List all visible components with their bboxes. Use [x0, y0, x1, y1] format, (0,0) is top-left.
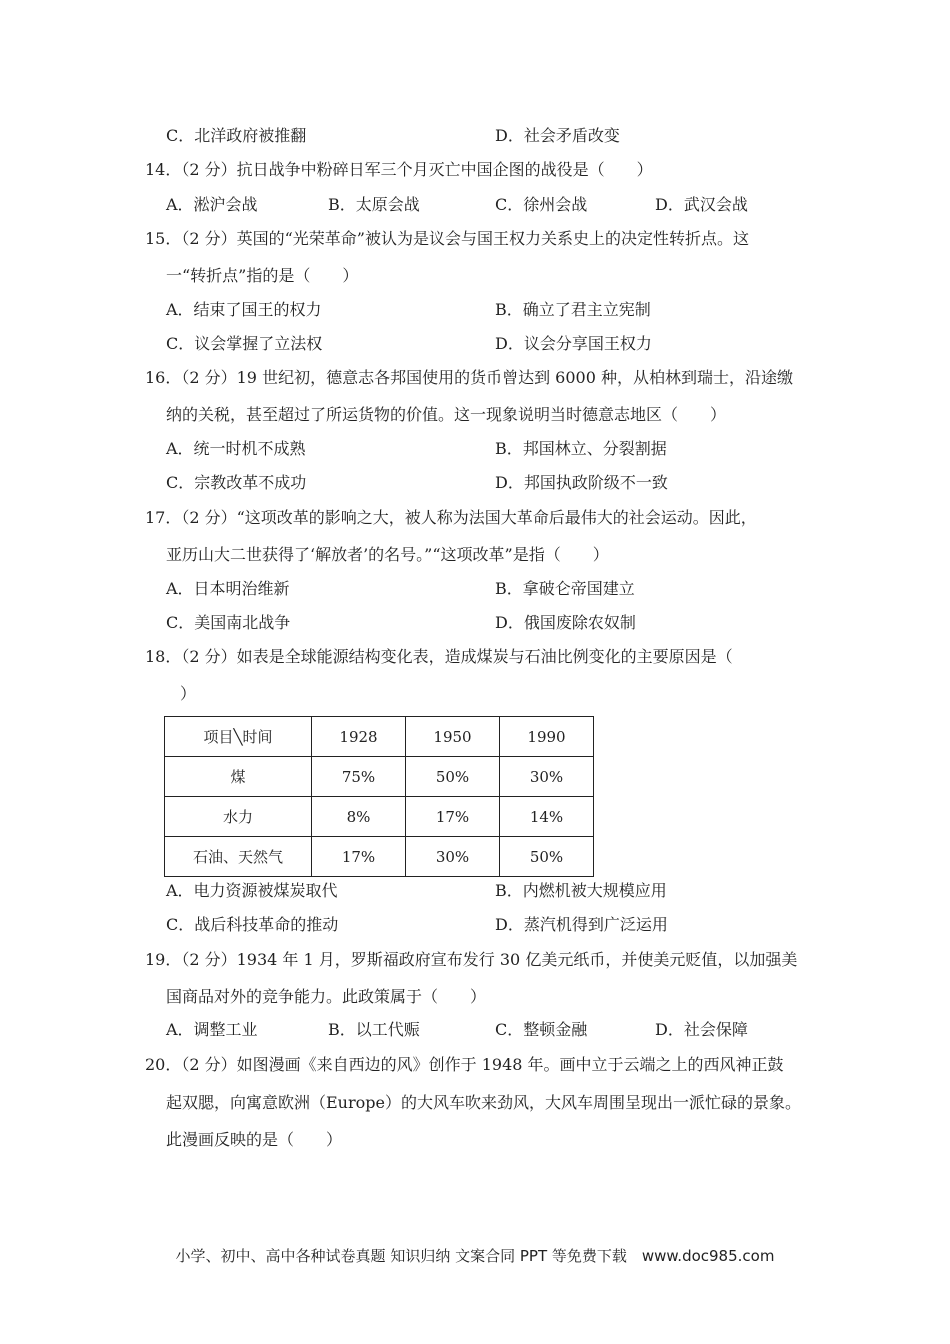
- q17-option-a: A．日本明治维新: [166, 579, 290, 598]
- q15-option-c: C．议会掌握了立法权: [166, 334, 323, 353]
- table-cell: 水力: [165, 797, 312, 837]
- table-cell: 30%: [500, 757, 594, 797]
- q18-option-c: C．战后科技革命的推动: [166, 915, 339, 934]
- q16-option-b: B．邦国林立、分裂割据: [495, 439, 667, 458]
- q18-stem-line2: ）: [180, 684, 197, 703]
- q14-option-b: B．太原会战: [328, 195, 420, 214]
- q16-stem-line2: 纳的关税，甚至超过了所运货物的价值。这一现象说明当时德意志地区（ ）: [166, 405, 727, 424]
- q18-option-a: A．电力资源被煤炭取代: [166, 881, 338, 900]
- q16-option-c: C．宗教改革不成功: [166, 473, 307, 492]
- q18-stem-line1: 18．（2 分）如表是全球能源结构变化表，造成煤炭与石油比例变化的主要原因是（: [145, 647, 733, 666]
- q15-stem-line2: 一“转折点”指的是（ ）: [166, 266, 359, 285]
- table-cell: 17%: [312, 837, 406, 877]
- q16-option-d: D．邦国执政阶级不一致: [495, 473, 668, 492]
- table-header-cell: 1990: [500, 717, 594, 757]
- energy-structure-table: [164, 716, 594, 877]
- q16-option-a: A．统一时机不成熟: [166, 439, 306, 458]
- q19-stem-line1: 19．（2 分）1934 年 1 月，罗斯福政府宣布发行 30 亿美元纸币，并使美元贬值，以加强美: [145, 950, 798, 969]
- table-cell: 75%: [312, 757, 406, 797]
- table-cell: 30%: [406, 837, 500, 877]
- q19-option-d: D．社会保障: [655, 1020, 748, 1039]
- q17-option-d: D．俄国废除农奴制: [495, 613, 636, 632]
- q20-stem-line1: 20．（2 分）如图漫画《来自西边的风》创作于 1948 年。画中立于云端之上的西风神正鼓: [145, 1055, 784, 1074]
- table-cell: 50%: [500, 837, 594, 877]
- q16-stem-line1: 16．（2 分）19 世纪初，德意志各邦国使用的货币曾达到 6000 种，从柏林到瑞士，沿途缴: [145, 368, 793, 387]
- q19-option-b: B．以工代赈: [328, 1020, 420, 1039]
- table-cell: 17%: [406, 797, 500, 837]
- q15-option-a: A．结束了国王的权力: [166, 300, 322, 319]
- q15-stem-line1: 15．（2 分）英国的“光荣革命”被认为是议会与国王权力关系史上的决定性转折点。这: [145, 229, 749, 248]
- q17-stem-line2: 亚历山大二世获得了‘解放者’的名号。”“这项改革”是指（ ）: [166, 545, 609, 564]
- q14-option-d: D．武汉会战: [655, 195, 748, 214]
- page-footer: 小学、初中、高中各种试卷真题 知识归纳 文案合同 PPT 等免费下载 www.doc985.com: [175, 1247, 775, 1265]
- q15-option-b: B．确立了君主立宪制: [495, 300, 651, 319]
- q20-stem-line3: 此漫画反映的是（ ）: [166, 1130, 343, 1149]
- table-row: [165, 757, 594, 797]
- q15-option-d: D．议会分享国王权力: [495, 334, 652, 353]
- table-header-cell: 1928: [312, 717, 406, 757]
- q14-stem: 14．（2 分）抗日战争中粉碎日军三个月灭亡中国企图的战役是（ ）: [145, 160, 653, 179]
- table-row: [165, 837, 594, 877]
- q19-stem-line2: 国商品对外的竞争能力。此政策属于（ ）: [166, 987, 487, 1006]
- q18-option-d: D．蒸汽机得到广泛运用: [495, 915, 668, 934]
- q17-option-b: B．拿破仑帝国建立: [495, 579, 635, 598]
- table-header-cell: 项目╲时间: [165, 717, 312, 757]
- q14-option-c: C．徐州会战: [495, 195, 588, 214]
- table-header-row: [165, 717, 594, 757]
- table-row: [165, 797, 594, 837]
- table-cell: 石油、天然气: [165, 837, 312, 877]
- table-cell: 50%: [406, 757, 500, 797]
- q18-option-b: B．内燃机被大规模应用: [495, 881, 667, 900]
- q17-stem-line1: 17．（2 分）“这项改革的影响之大，被人称为法国大革命后最伟大的社会运动。因此，: [145, 508, 757, 527]
- q13-option-d: D．社会矛盾改变: [495, 126, 620, 145]
- q13-option-c: C．北洋政府被推翻: [166, 126, 307, 145]
- table-cell: 8%: [312, 797, 406, 837]
- table-cell: 煤: [165, 757, 312, 797]
- q19-option-c: C．整顿金融: [495, 1020, 588, 1039]
- q19-option-a: A．调整工业: [166, 1020, 258, 1039]
- table-cell: 14%: [500, 797, 594, 837]
- q17-option-c: C．美国南北战争: [166, 613, 291, 632]
- table-header-cell: 1950: [406, 717, 500, 757]
- q20-stem-line2: 起双腮，向寓意欧洲（Europe）的大风车吹来劲风，大风车周围呈现出一派忙碌的景象。: [166, 1093, 801, 1112]
- q14-option-a: A．淞沪会战: [166, 195, 258, 214]
